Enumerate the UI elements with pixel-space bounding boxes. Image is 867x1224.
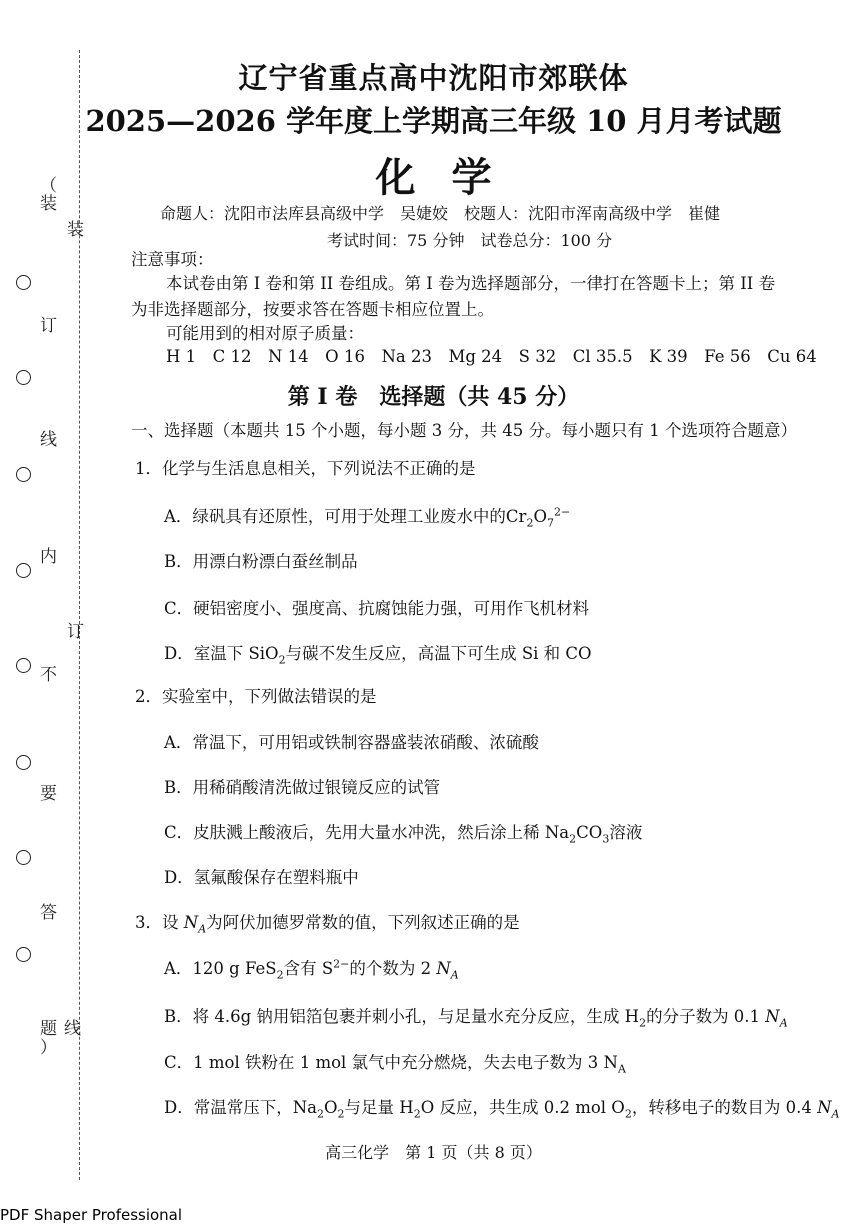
question-stem-1: 1．化学与生活息息相关，下列说法不正确的是	[135, 459, 476, 478]
margin-char: 线	[40, 430, 57, 450]
superscript-charge: 2−	[553, 505, 571, 519]
subscript: 2	[569, 832, 577, 846]
na-symbol: N	[436, 959, 451, 978]
question-1-option-b: B．用漂白粉漂白蚕丝制品	[164, 552, 358, 571]
margin-char: 题	[40, 1019, 57, 1039]
subject-title: 化学	[375, 154, 528, 201]
question-1-option-d	[164, 640, 592, 666]
subscript: 2	[317, 1107, 325, 1121]
option-text: 的分子数为 0.1	[646, 1007, 766, 1026]
exam-info-line: 考试时间：75 分钟 试卷总分：100 分	[327, 231, 613, 250]
question-2-option-b: B．用稀硝酸清洗做过银镜反应的试管	[164, 778, 441, 797]
formula-o: O	[533, 507, 547, 526]
na-symbol: N	[817, 1098, 832, 1117]
option-text: 的个数为 2	[349, 959, 437, 978]
subscript: 2	[624, 1107, 632, 1121]
margin-char: 答	[40, 903, 57, 923]
subscript-a: A	[450, 968, 459, 982]
atomic-mass-list: H 1 C 12 N 14 O 16 Na 23 Mg 24 S 32 Cl 35.5 K 39 Fe 56 Cu 64	[166, 347, 817, 366]
option-text: 含有 S	[283, 959, 334, 978]
subscript: 3	[602, 832, 610, 846]
margin-char: 订	[67, 622, 84, 642]
binding-hole-circle	[16, 563, 31, 578]
binding-hole-circle	[16, 850, 31, 865]
subscript: 2	[278, 653, 286, 667]
option-text: D．室温下 SiO	[164, 644, 279, 663]
subscript: 2	[639, 1016, 647, 1030]
na-symbol: N	[183, 913, 199, 932]
margin-char: 装	[40, 194, 57, 214]
na-symbol: N	[765, 1007, 780, 1026]
exam-title-line1: 辽宁省重点高中沈阳市郊联体	[238, 61, 629, 95]
binding-hole-circle	[16, 947, 31, 962]
option-text: 3．设	[135, 913, 184, 932]
option-text: C．皮肤溅上酸液后，先用大量水冲洗，然后涂上稀 Na	[164, 823, 570, 842]
binding-hole-circle	[16, 658, 31, 673]
pdf-watermark: PDF Shaper Professional	[0, 1206, 183, 1224]
subscript: 2	[276, 968, 284, 982]
option-text: C．1 mol 铁粉在 1 mol 氯气中充分燃烧，失去电子数为 3 N	[164, 1053, 618, 1072]
option-text: 为阿伏加德罗常数的值，下列叙述正确的是	[206, 913, 520, 932]
formula-cr: Cr	[505, 507, 527, 526]
superscript-charge: 2−	[333, 957, 350, 971]
binding-hole-circle	[16, 467, 31, 482]
subscript-a: A	[617, 1062, 626, 1076]
option-text: B．将 4.6g 钠用铝箔包裹并刺小孔，与足量水充分反应，生成 H	[164, 1007, 640, 1026]
option-text: A．120 g FeS	[164, 959, 277, 978]
margin-char: ）	[40, 1038, 57, 1058]
subscript-a: A	[831, 1107, 840, 1121]
option-text: 与碳不发生反应，高温下可生成 Si 和 CO	[285, 644, 592, 663]
subscript: 7	[546, 516, 554, 530]
subscript-a: A	[198, 922, 207, 936]
subscript: 2	[337, 1107, 345, 1121]
option-text: 与足量 H	[344, 1098, 414, 1117]
question-3-option-c	[164, 1049, 626, 1075]
margin-char: 线	[64, 1019, 81, 1039]
notice-heading: 注意事项：	[131, 250, 214, 269]
option-text: D．常温常压下，Na	[164, 1098, 318, 1117]
subscript-a: A	[779, 1016, 788, 1030]
question-3-option-b	[164, 1003, 788, 1029]
question-1-option-a	[164, 503, 570, 529]
margin-char: 装	[67, 220, 84, 240]
question-stem-3	[135, 909, 520, 935]
margin-char: 订	[40, 316, 57, 336]
margin-char: 要	[40, 784, 57, 804]
subscript: 2	[526, 516, 534, 530]
binding-hole-circle	[16, 275, 31, 290]
binding-hole-circle	[16, 755, 31, 770]
question-3-option-d	[164, 1094, 839, 1120]
formula-co: CO	[576, 823, 603, 842]
margin-char: （	[40, 176, 57, 196]
question-stem-2: 2．实验室中，下列做法错误的是	[135, 687, 377, 706]
question-2-option-a: A．常温下，可用铝或铁制容器盛装浓硝酸、浓硫酸	[164, 733, 539, 752]
margin-char: 不	[40, 665, 57, 685]
option-text: O 反应，共生成 0.2 mol O	[420, 1098, 625, 1117]
question-3-option-a	[164, 955, 459, 981]
subscript: 2	[413, 1107, 421, 1121]
notice-line2: 为非选择题部分，按要求答在答题卡相应位置上。	[131, 300, 494, 319]
option-text: 溶液	[609, 823, 643, 842]
section-instructions: 一、选择题（本题共 15 个小题，每小题 3 分，共 45 分。每小题只有 1 个选项符合题意）	[131, 421, 797, 440]
option-text: A．绿矾具有还原性，可用于处理工业废水中的	[164, 507, 506, 526]
authors-line: 命题人：沈阳市法库县高级中学 吴婕姣 校题人：沈阳市浑南高级中学 崔健	[160, 204, 721, 223]
question-1-option-c: C．硬铝密度小、强度高、抗腐蚀能力强，可用作飞机材料	[164, 599, 590, 618]
margin-char: 内	[40, 547, 57, 567]
question-2-option-d: D．氢氟酸保存在塑料瓶中	[164, 868, 359, 887]
notice-line1: 本试卷由第 I 卷和第 II 卷组成。第 I 卷为选择题部分，一律打在答题卡上；第 II 卷	[166, 274, 776, 293]
option-text: ，转移电子的数目为 0.4	[631, 1098, 818, 1117]
atomic-mass-label: 可能用到的相对原子质量：	[166, 324, 364, 343]
option-text: O	[324, 1098, 338, 1117]
page-footer: 高三化学 第 1 页（共 8 页）	[325, 1143, 542, 1162]
section-title: 第 I 卷 选择题（共 45 分）	[287, 384, 580, 410]
question-2-option-c	[164, 819, 642, 845]
exam-title-line2: 2025—2026 学年度上学期高三年级 10 月月考试题	[85, 104, 782, 138]
